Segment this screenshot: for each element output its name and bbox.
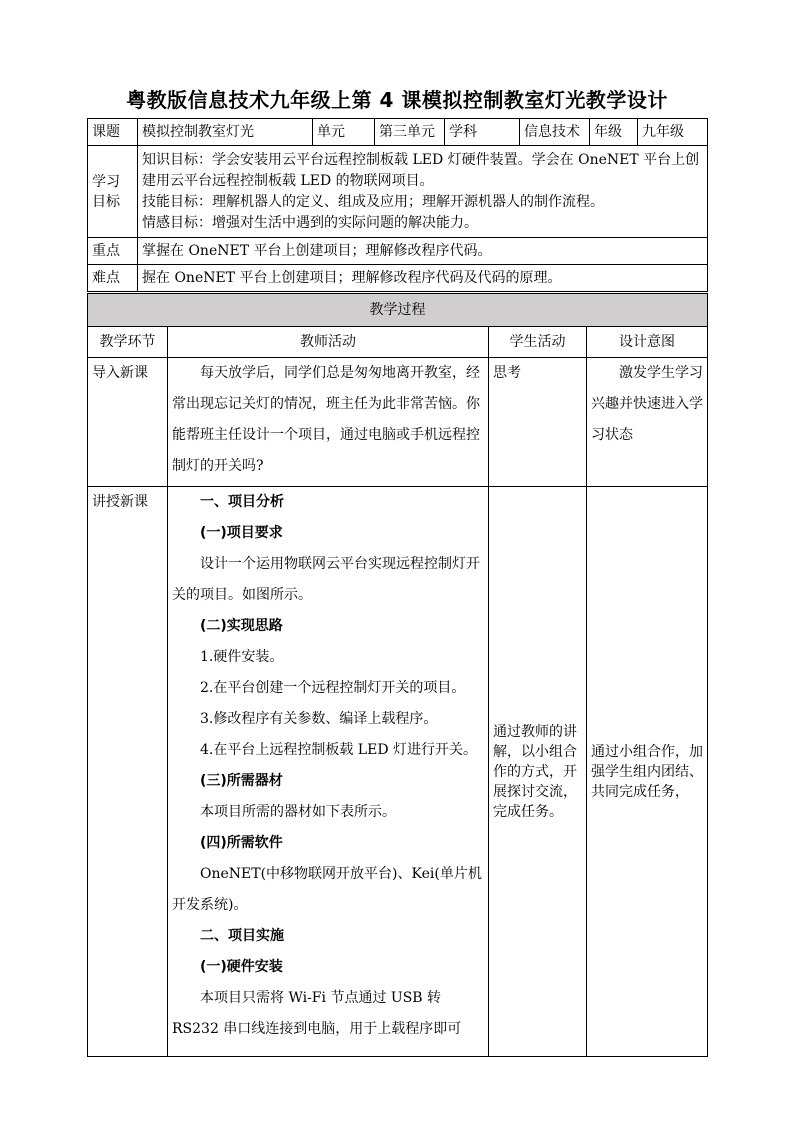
subsection-hardware: (一)硬件安装 bbox=[200, 959, 283, 975]
topic-value: 模拟控制教室灯光 bbox=[138, 119, 313, 146]
subject-label: 学科 bbox=[445, 119, 520, 146]
emotion-goal: 情感目标：增强对生活中遇到的实际问题的解决能力。 bbox=[142, 214, 478, 231]
topic-label: 课题 bbox=[88, 119, 138, 146]
column-header-teacher: 教师活动 bbox=[168, 327, 489, 358]
step-3: 3.修改程序有关参数、编译上载程序。 bbox=[200, 711, 438, 727]
section-implementation: 二、项目实施 bbox=[200, 928, 284, 944]
section-project-analysis: 一、项目分析 bbox=[200, 494, 284, 510]
key-point-label: 重点 bbox=[88, 238, 138, 265]
page-title: 粤教版信息技术九年级上第 4 课模拟控制教室灯光教学设计 bbox=[126, 88, 668, 112]
goals-label: 学习目标 bbox=[88, 146, 138, 238]
step-2: 2.在平台创建一个远程控制灯开关的项目。 bbox=[200, 680, 466, 696]
column-header-intent: 设计意图 bbox=[587, 327, 708, 358]
step-1: 1.硬件安装。 bbox=[200, 649, 284, 665]
lesson-info-table bbox=[87, 118, 708, 292]
new-student-activity: 通过教师的讲解，以小组合作的方式，开展探讨交流，完成任务。 bbox=[489, 487, 587, 1057]
key-point-value: 掌握在 OneNET 平台上创建项目；理解修改程序代码。 bbox=[138, 238, 708, 265]
difficulty-value: 握在 OneNET 平台上创建项目；理解修改程序代码及代码的原理。 bbox=[138, 265, 708, 292]
unit-label: 单元 bbox=[313, 119, 375, 146]
step-4: 4.在平台上远程控制板载 LED 灯进行开关。 bbox=[200, 742, 477, 758]
subsection-software: (四)所需软件 bbox=[200, 835, 283, 851]
requirements-text: 设计一个运用物联网云平台实现远程控制灯开关的项目。如图所示。 bbox=[172, 556, 480, 603]
new-design-intent: 通过小组合作，加强学生组内团结、共同完成任务， bbox=[587, 487, 708, 1057]
subject-value: 信息技术 bbox=[520, 119, 590, 146]
intro-design-intent: 激发学生学习兴趣并快速进入学习状态 bbox=[587, 358, 708, 487]
teaching-process-table bbox=[87, 293, 708, 1057]
subsection-equipment: (三)所需器材 bbox=[200, 773, 283, 789]
hardware-text: 本项目只需将 Wi-Fi 节点通过 USB 转 RS232 串口线连接到电脑，用于上载程序即可 bbox=[172, 990, 462, 1037]
knowledge-goal: 知识目标：学会安装用云平台远程控制板载 LED 灯硬件装置。学会在 OneNET 平台上创建用云平台远程控制板载 LED 的物联网项目。 bbox=[142, 151, 700, 189]
subsection-requirements: (一)项目要求 bbox=[200, 525, 283, 541]
column-header-student: 学生活动 bbox=[489, 327, 587, 358]
difficulty-label: 难点 bbox=[88, 265, 138, 292]
process-heading: 教学过程 bbox=[88, 294, 708, 327]
unit-value: 第三单元 bbox=[375, 119, 445, 146]
intro-stage: 导入新课 bbox=[88, 358, 168, 487]
grade-label: 年级 bbox=[590, 119, 638, 146]
goals-content bbox=[138, 146, 708, 238]
grade-value: 九年级 bbox=[638, 119, 708, 146]
intro-teacher-activity: 每天放学后，同学们总是匆匆地离开教室，经常出现忘记关灯的情况，班主任为此非常苦恼。你能帮班主任设计一个项目，通过电脑或手机远程控制灯的开关吗? bbox=[168, 358, 489, 487]
intro-student-activity: 思考 bbox=[489, 358, 587, 487]
skill-goal: 技能目标：理解机器人的定义、组成及应用；理解开源机器人的制作流程。 bbox=[142, 193, 604, 210]
software-text: OneNET(中移物联网开放平台)、Kei(单片机开发系统)。 bbox=[172, 866, 482, 913]
new-teacher-activity bbox=[168, 487, 489, 1057]
subsection-approach: (二)实现思路 bbox=[200, 618, 283, 634]
new-stage: 讲授新课 bbox=[88, 487, 168, 1057]
column-header-stage: 教学环节 bbox=[88, 327, 168, 358]
equipment-text: 本项目所需的器材如下表所示。 bbox=[200, 804, 396, 820]
